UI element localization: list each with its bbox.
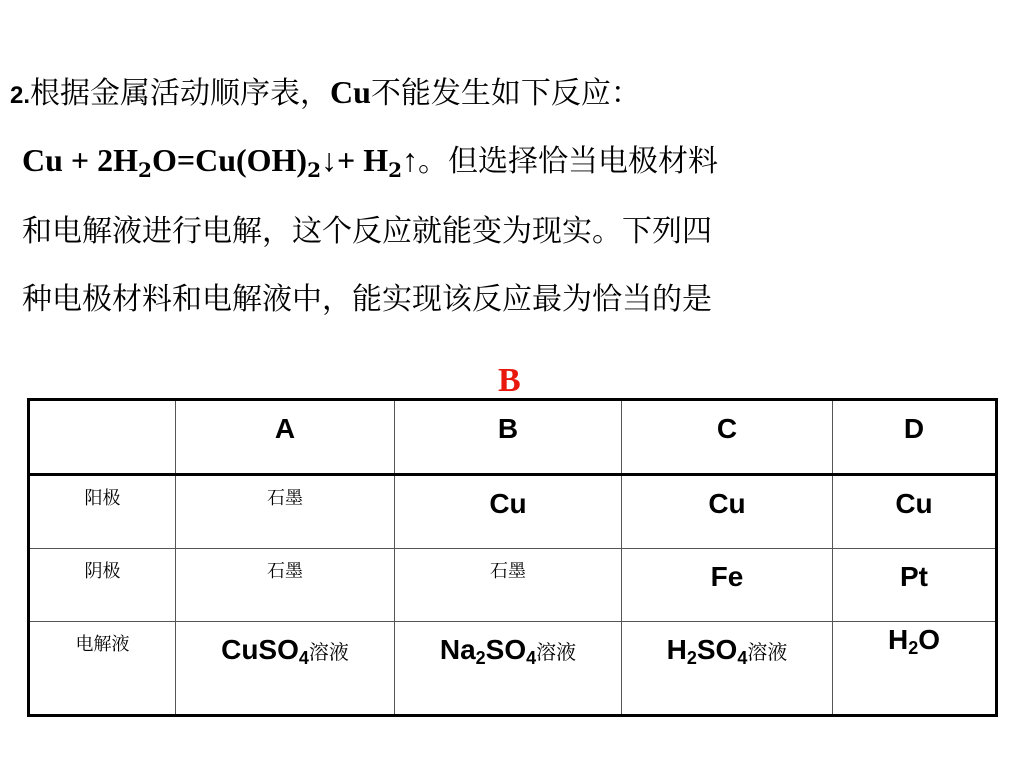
table-cell: 石墨: [395, 549, 622, 622]
table-header-row: [29, 400, 997, 475]
electrolyte-d: $H_2O$: [887, 624, 941, 658]
electrolyte-c: $H_2SO_4$溶液: [666, 634, 788, 668]
electrolyte-a: CuSO$_4$溶液: [221, 634, 349, 668]
header-cell-a: A: [176, 400, 395, 475]
question-line-2-text: 。但选择恰当电极材料: [418, 144, 719, 179]
question-intro: 根据金属活动顺序表，: [30, 76, 331, 111]
question-line-1: [10, 72, 641, 116]
question-line-4: 种电极材料和电解液中，能实现该反应最为恰当的是: [22, 282, 712, 317]
row-label: 电解液: [29, 622, 176, 716]
table-cell: [833, 622, 997, 716]
table-cell: Cu: [395, 475, 622, 549]
table-row-cathode: [29, 549, 997, 622]
table-row-anode: [29, 475, 997, 549]
table-cell: Cu: [622, 475, 833, 549]
table-cell: Fe: [622, 549, 833, 622]
electrolyte-b: $Na_2SO_4$溶液: [439, 634, 577, 668]
table-row-electrolyte: [29, 622, 997, 716]
header-cell-c: C: [622, 400, 833, 475]
table-cell: 石墨: [176, 475, 395, 549]
table-cell: [176, 622, 395, 716]
question-intro-tail: 不能发生如下反应：: [370, 76, 641, 111]
question-number: 2.: [10, 82, 31, 109]
header-cell-b: B: [395, 400, 622, 475]
table-cell: Pt: [833, 549, 997, 622]
question-line-3: 和电解液进行电解，这个反应就能变为现实。下列四: [22, 214, 712, 249]
table-cell: [395, 622, 622, 716]
table-cell: Cu: [833, 475, 997, 549]
row-label: 阴极: [29, 549, 176, 622]
copper-symbol: Cu: [330, 74, 371, 110]
table-cell: 石墨: [176, 549, 395, 622]
answer-label: B: [498, 362, 521, 399]
header-cell-empty: [29, 400, 176, 475]
reaction-equation: $Cu + 2H_2O=Cu(OH)_2↓+$ $H_2↑$。但选择恰当电极材料: [22, 142, 719, 182]
header-cell-d: D: [833, 400, 997, 475]
row-label: 阳极: [29, 475, 176, 549]
options-table: [27, 398, 998, 717]
table-cell: [622, 622, 833, 716]
